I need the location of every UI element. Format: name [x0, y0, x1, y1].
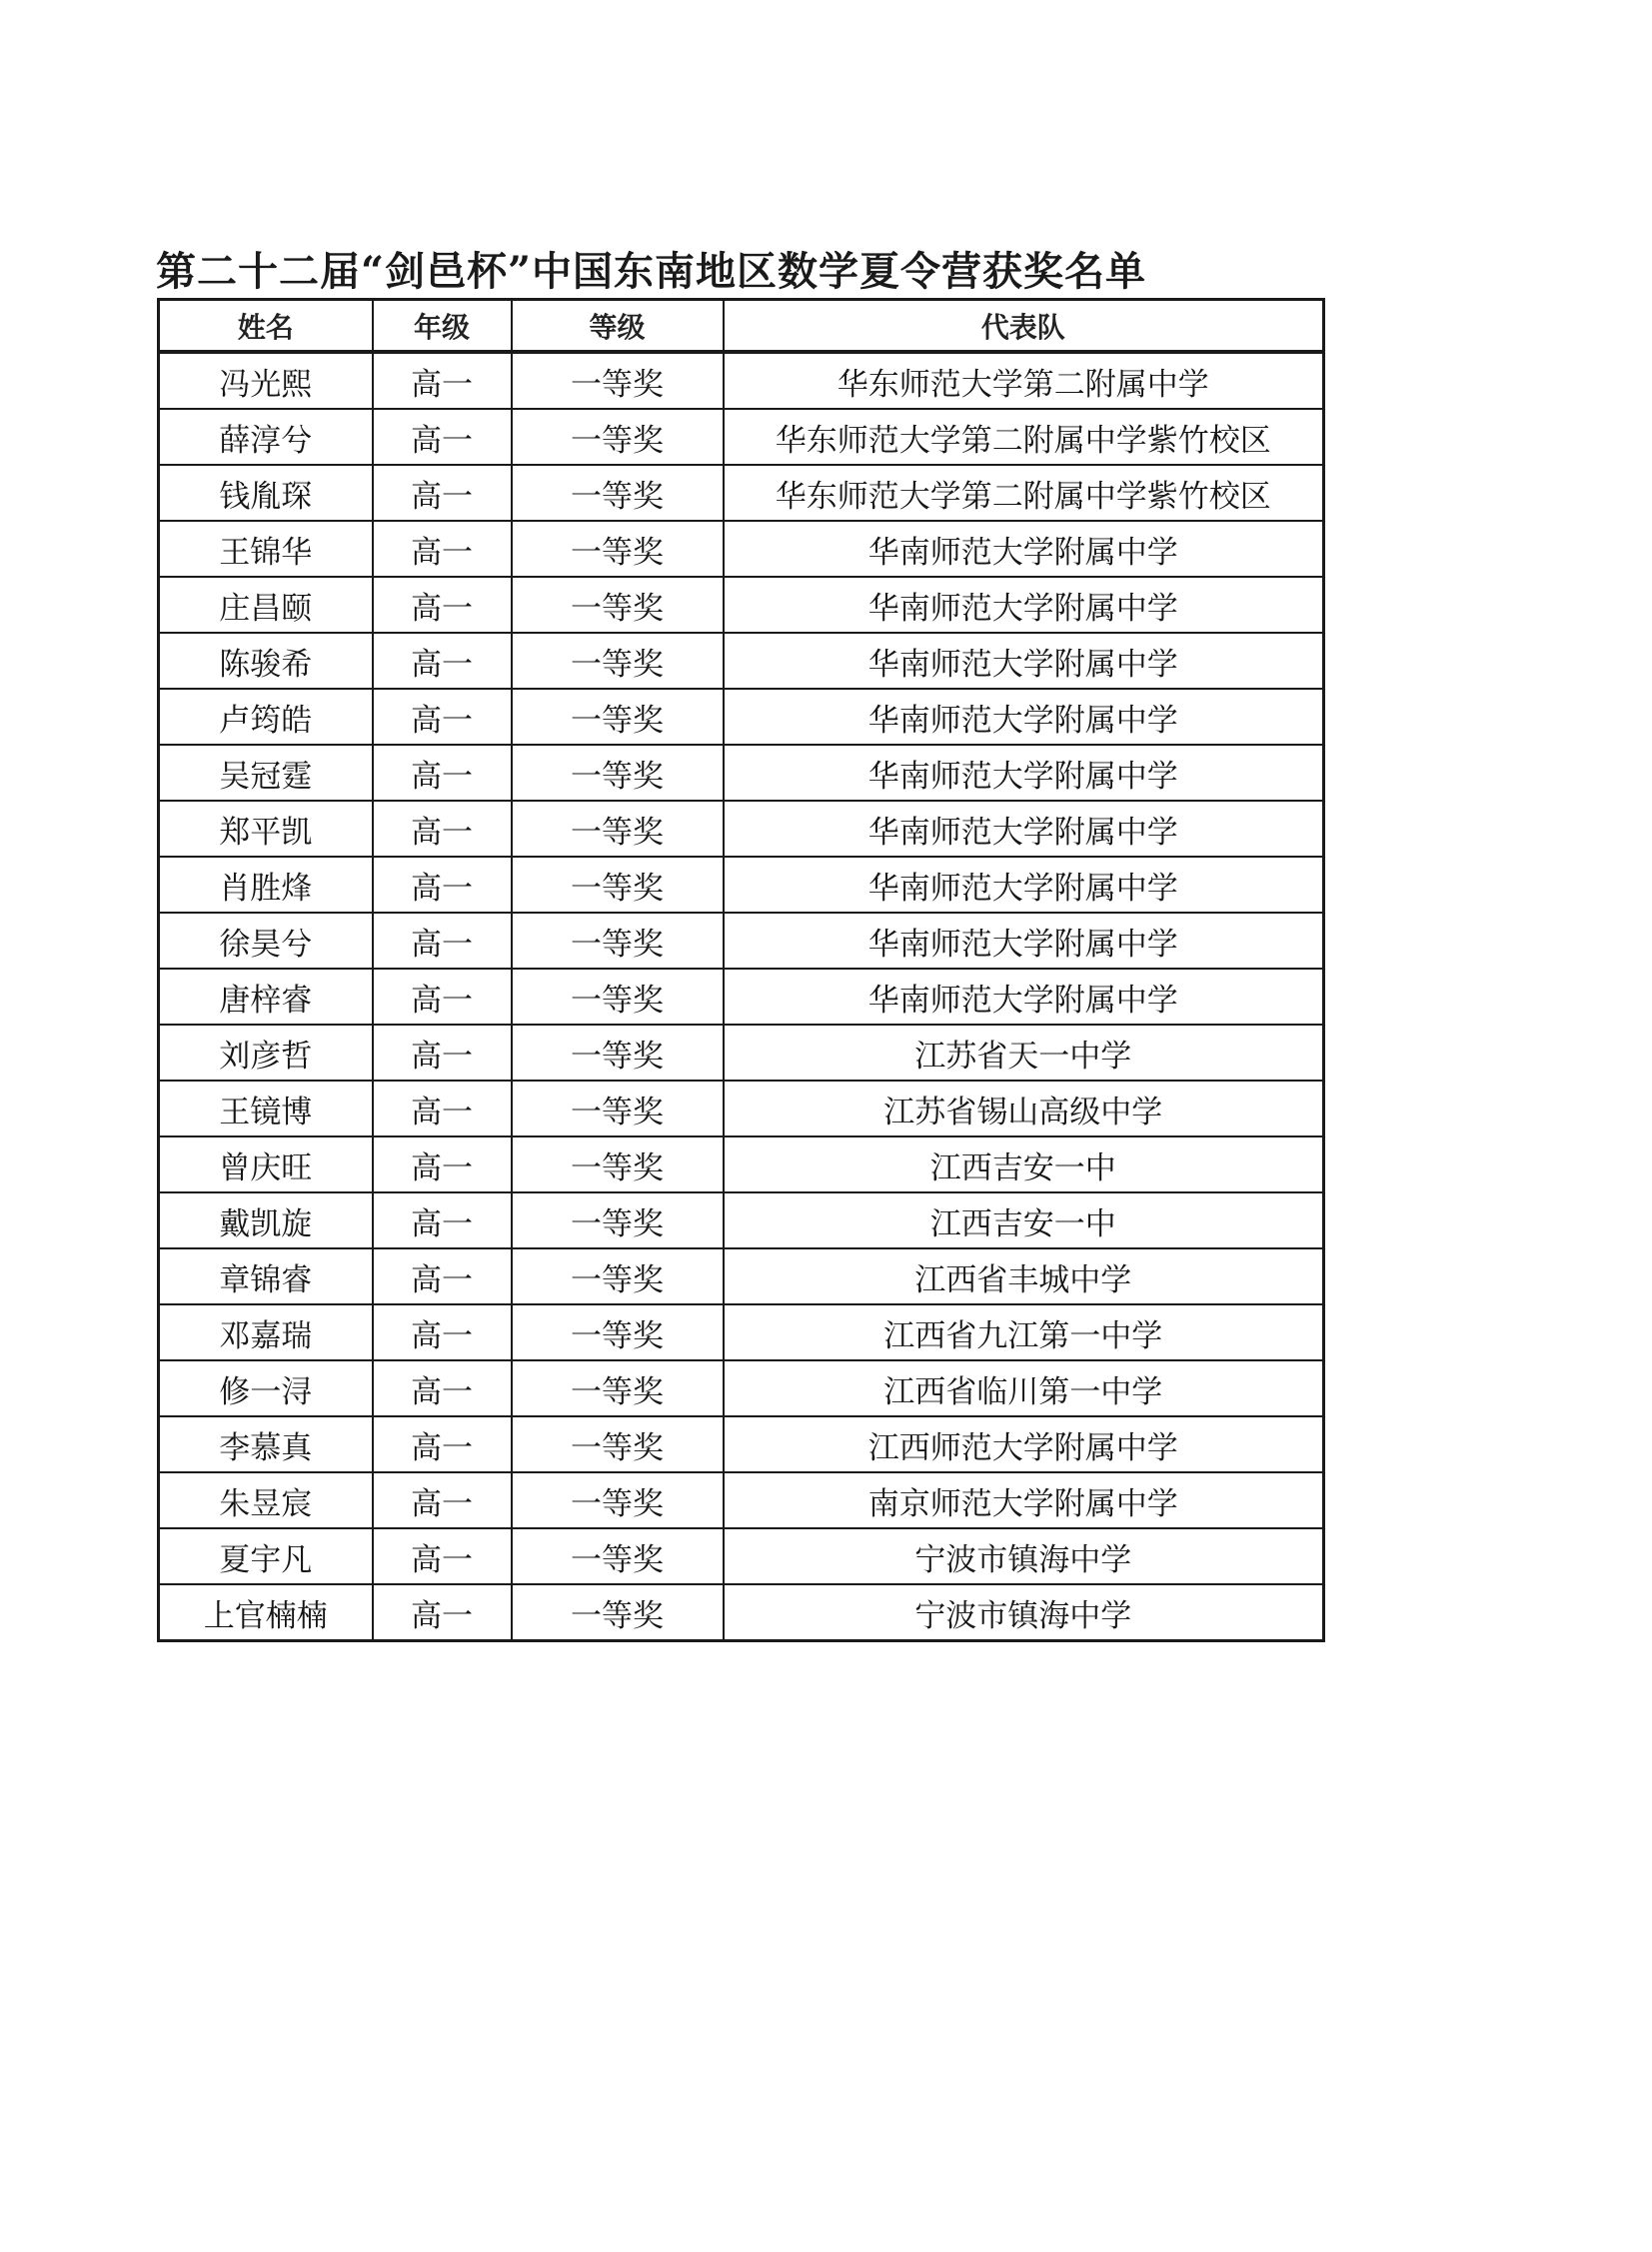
cell-name: 肖胜烽 [159, 857, 373, 913]
cell-team: 江西省九江第一中学 [724, 1304, 1324, 1360]
cell-name: 章锦睿 [159, 1248, 373, 1304]
cell-name: 曾庆旺 [159, 1136, 373, 1192]
cell-team: 华南师范大学附属中学 [724, 801, 1324, 857]
cell-grade: 高一 [373, 577, 512, 633]
cell-level: 一等奖 [512, 857, 724, 913]
cell-team: 宁波市镇海中学 [724, 1584, 1324, 1641]
table-row [159, 745, 1324, 801]
cell-team: 江苏省天一中学 [724, 1025, 1324, 1081]
cell-name: 钱胤琛 [159, 465, 373, 521]
table-row [159, 1416, 1324, 1472]
table-body [159, 352, 1324, 1641]
table-row [159, 1528, 1324, 1584]
cell-name: 庄昌颐 [159, 577, 373, 633]
cell-grade: 高一 [373, 1304, 512, 1360]
table-row [159, 969, 1324, 1025]
cell-grade: 高一 [373, 1584, 512, 1641]
cell-grade: 高一 [373, 1472, 512, 1528]
cell-grade: 高一 [373, 352, 512, 409]
cell-team: 江西省丰城中学 [724, 1248, 1324, 1304]
cell-level: 一等奖 [512, 1584, 724, 1641]
cell-name: 郑平凯 [159, 801, 373, 857]
cell-level: 一等奖 [512, 633, 724, 689]
cell-level: 一等奖 [512, 1248, 724, 1304]
cell-team: 华南师范大学附属中学 [724, 689, 1324, 745]
table-row [159, 689, 1324, 745]
cell-team: 江苏省锡山高级中学 [724, 1081, 1324, 1136]
cell-grade: 高一 [373, 969, 512, 1025]
cell-grade: 高一 [373, 1360, 512, 1416]
header-name: 姓名 [159, 300, 373, 353]
cell-team: 华南师范大学附属中学 [724, 969, 1324, 1025]
cell-name: 冯光熙 [159, 352, 373, 409]
table-row [159, 521, 1324, 577]
cell-grade: 高一 [373, 1136, 512, 1192]
cell-grade: 高一 [373, 689, 512, 745]
table-row [159, 1136, 1324, 1192]
cell-team: 江西吉安一中 [724, 1136, 1324, 1192]
cell-grade: 高一 [373, 521, 512, 577]
table-row [159, 1248, 1324, 1304]
table-row [159, 409, 1324, 465]
table-row [159, 857, 1324, 913]
cell-team: 宁波市镇海中学 [724, 1528, 1324, 1584]
cell-team: 华东师范大学第二附属中学 [724, 352, 1324, 409]
cell-level: 一等奖 [512, 1528, 724, 1584]
cell-name: 唐梓睿 [159, 969, 373, 1025]
table-row [159, 1584, 1324, 1641]
cell-grade: 高一 [373, 1248, 512, 1304]
header-team: 代表队 [724, 300, 1324, 353]
cell-level: 一等奖 [512, 1416, 724, 1472]
table-row [159, 633, 1324, 689]
cell-grade: 高一 [373, 1025, 512, 1081]
cell-grade: 高一 [373, 745, 512, 801]
cell-level: 一等奖 [512, 521, 724, 577]
cell-grade: 高一 [373, 857, 512, 913]
table-row [159, 1472, 1324, 1528]
table-header [159, 300, 1324, 353]
table-row [159, 465, 1324, 521]
cell-name: 吴冠霆 [159, 745, 373, 801]
table-row [159, 1360, 1324, 1416]
cell-team: 华南师范大学附属中学 [724, 521, 1324, 577]
cell-level: 一等奖 [512, 745, 724, 801]
cell-team: 华南师范大学附属中学 [724, 745, 1324, 801]
cell-name: 上官楠楠 [159, 1584, 373, 1641]
cell-level: 一等奖 [512, 1081, 724, 1136]
table-row [159, 1192, 1324, 1248]
cell-level: 一等奖 [512, 352, 724, 409]
cell-team: 江西师范大学附属中学 [724, 1416, 1324, 1472]
cell-grade: 高一 [373, 633, 512, 689]
cell-level: 一等奖 [512, 409, 724, 465]
cell-level: 一等奖 [512, 1304, 724, 1360]
table-row [159, 913, 1324, 969]
cell-team: 江西吉安一中 [724, 1192, 1324, 1248]
cell-level: 一等奖 [512, 689, 724, 745]
header-grade: 年级 [373, 300, 512, 353]
cell-team: 华东师范大学第二附属中学紫竹校区 [724, 409, 1324, 465]
cell-name: 李慕真 [159, 1416, 373, 1472]
cell-team: 华南师范大学附属中学 [724, 633, 1324, 689]
cell-level: 一等奖 [512, 1360, 724, 1416]
cell-name: 王锦华 [159, 521, 373, 577]
document-title: 第二十二届“剑邑杯”中国东南地区数学夏令营获奖名单 [156, 248, 1147, 295]
cell-grade: 高一 [373, 1192, 512, 1248]
cell-grade: 高一 [373, 913, 512, 969]
table-row [159, 577, 1324, 633]
cell-team: 江西省临川第一中学 [724, 1360, 1324, 1416]
header-level: 等级 [512, 300, 724, 353]
cell-level: 一等奖 [512, 1192, 724, 1248]
cell-level: 一等奖 [512, 577, 724, 633]
cell-grade: 高一 [373, 409, 512, 465]
cell-team: 华南师范大学附属中学 [724, 857, 1324, 913]
cell-name: 卢筠皓 [159, 689, 373, 745]
award-table [157, 298, 1325, 1642]
cell-grade: 高一 [373, 1081, 512, 1136]
table-row [159, 1304, 1324, 1360]
cell-team: 华东师范大学第二附属中学紫竹校区 [724, 465, 1324, 521]
cell-level: 一等奖 [512, 913, 724, 969]
cell-level: 一等奖 [512, 1472, 724, 1528]
cell-name: 夏宇凡 [159, 1528, 373, 1584]
cell-name: 修一浔 [159, 1360, 373, 1416]
cell-team: 南京师范大学附属中学 [724, 1472, 1324, 1528]
cell-team: 华南师范大学附属中学 [724, 913, 1324, 969]
cell-name: 徐昊兮 [159, 913, 373, 969]
cell-name: 邓嘉瑞 [159, 1304, 373, 1360]
table-row [159, 1025, 1324, 1081]
header-row [159, 300, 1324, 353]
cell-name: 戴凯旋 [159, 1192, 373, 1248]
cell-team: 华南师范大学附属中学 [724, 577, 1324, 633]
table-row [159, 352, 1324, 409]
cell-level: 一等奖 [512, 465, 724, 521]
cell-grade: 高一 [373, 801, 512, 857]
cell-level: 一等奖 [512, 1025, 724, 1081]
cell-level: 一等奖 [512, 801, 724, 857]
cell-name: 朱昱宸 [159, 1472, 373, 1528]
cell-grade: 高一 [373, 465, 512, 521]
table-row [159, 1081, 1324, 1136]
cell-name: 陈骏希 [159, 633, 373, 689]
cell-level: 一等奖 [512, 969, 724, 1025]
cell-level: 一等奖 [512, 1136, 724, 1192]
cell-grade: 高一 [373, 1528, 512, 1584]
cell-name: 薛淳兮 [159, 409, 373, 465]
cell-grade: 高一 [373, 1416, 512, 1472]
cell-name: 王镜博 [159, 1081, 373, 1136]
table-row [159, 801, 1324, 857]
cell-name: 刘彦哲 [159, 1025, 373, 1081]
